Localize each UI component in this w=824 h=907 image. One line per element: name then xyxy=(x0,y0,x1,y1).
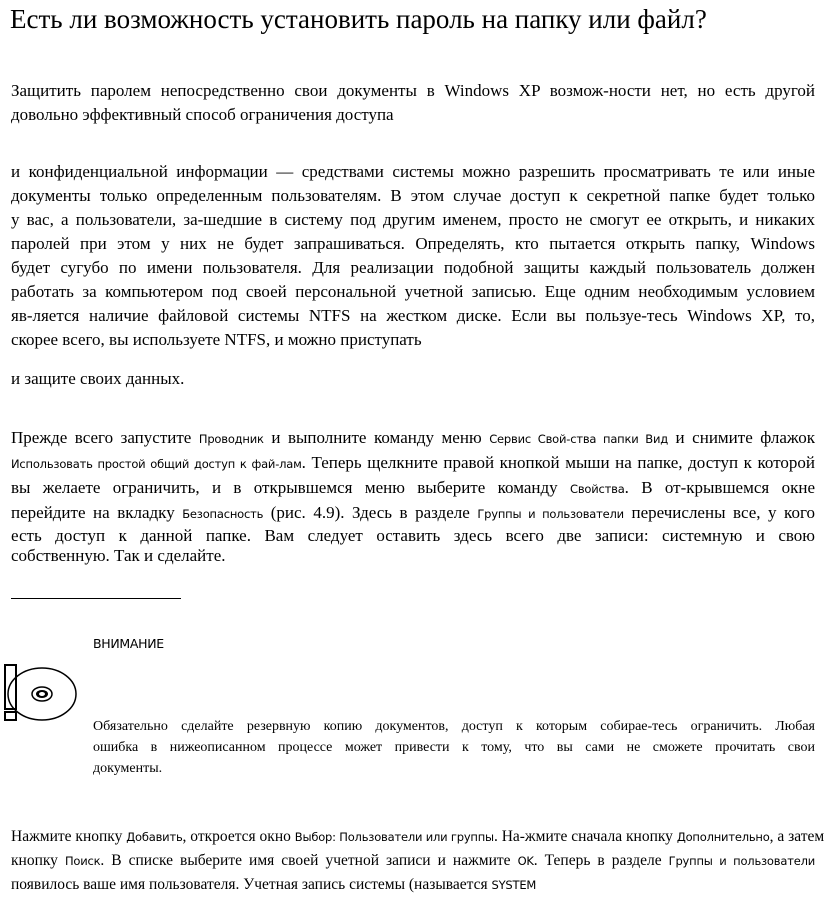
ui-term-advanced: Дополнительно xyxy=(676,830,770,844)
ui-term-menu-path: Сервис Свой-ства папки Вид xyxy=(489,432,668,446)
ui-term-system: SYSTEM xyxy=(491,878,537,892)
text-line: довольно эффективный способ ограничения доступа xyxy=(11,105,394,124)
paragraph-add-user xyxy=(11,825,824,897)
text-line: и защите своих данных. xyxy=(11,369,185,388)
text-line: Обязательно сделайте резервную копию документов, доступ к которым собирае-тесь ограничить. Любая xyxy=(93,719,815,734)
text-line: перейдите на вкладку Безопасность (рис. 4.9). Здесь в разделе Группы и пользователи перечислены все, у кого xyxy=(11,503,815,522)
text-line: будет сугубо по имени пользователя. Для реализации подобной защиты каждый пользователь должен xyxy=(11,258,815,277)
text-line: Нажмите кнопку Добавить, откроется окно Выбор: Пользователи или группы. На-жмите сначала кнопку Дополнительно, а затем xyxy=(11,828,824,845)
text-line: Использовать простой общий доступ к фай-лам. Теперь щелкните правой кнопкой мыши на папке, доступ к которой xyxy=(11,453,816,472)
ui-term-search: Поиск xyxy=(64,854,101,868)
text-line: собственную. Так и сделайте. xyxy=(11,546,226,565)
text-line: скорее всего, вы используете NTFS, и можно приступать xyxy=(11,330,422,349)
paragraph-access-control xyxy=(11,160,815,352)
text-line: паролей при этом у них не будет запрашиваться. Определять, кто пытается открыть папку, Windows xyxy=(11,234,815,253)
ui-term-groups-users: Группы и пользователи xyxy=(477,507,624,521)
text-line: документы. xyxy=(93,761,163,776)
ui-term-security-tab: Безопасность xyxy=(182,507,264,521)
warning-heading: ВНИМАНИЕ xyxy=(93,636,164,651)
ui-term-ok: OK xyxy=(517,854,534,868)
text-line: документы только определенным пользователям. В этом случае доступ к секретной папке будет только xyxy=(11,186,815,205)
ui-term-explorer: Проводник xyxy=(198,432,264,446)
text-line: ошибка в нижеописанном процессе может привести к тому, что вы сами не сможете прочитать свои xyxy=(93,740,815,755)
ui-term-properties: Свойства xyxy=(570,482,625,496)
ui-term-select-users: Выбор: Пользователи или группы xyxy=(294,830,494,844)
ui-term-simple-sharing: Использовать простой общий доступ к фай-лам xyxy=(11,457,302,471)
text-line: есть доступ к данной папке. Вам следует оставить здесь всего две записи: системную и свою xyxy=(11,526,815,545)
text-line: и конфиденциальной информации — средствами системы можно разрешить просматривать те или иные xyxy=(11,162,815,181)
warning-text xyxy=(93,716,815,779)
page-title: Есть ли возможность установить пароль на папку или файл? xyxy=(10,4,707,34)
ui-term-add: Добавить xyxy=(126,830,183,844)
text-line: Защитить паролем непосредственно свои документы в Windows XP возмож-ности нет, но есть другой xyxy=(11,81,815,100)
paragraph-intro xyxy=(11,79,815,127)
text-line: яв-ляется наличие файловой системы NTFS на жестком диске. Если вы пользуе-тесь Windows XP, то, xyxy=(11,306,815,325)
paragraph-protect-data xyxy=(11,367,815,391)
text-line: Прежде всего запустите Проводник и выполните команду меню Сервис Свой-ства папки Вид и снимите флажок xyxy=(11,428,816,447)
text-line: появилось ваше имя пользователя. Учетная запись системы (называется SYSTEM xyxy=(11,876,537,893)
paragraph-instructions xyxy=(11,426,815,566)
text-line: вы желаете ограничить, и в открывшемся меню выберите команду Свойства. В от-крывшемся окне xyxy=(11,478,815,497)
text-line: у вас, а пользователи, за-шедшие в систему под другим именем, просто не смогут ее открыть, и никаких xyxy=(11,210,815,229)
footnote-separator xyxy=(11,598,181,599)
text-line: работать за компьютером под своей персональной учетной записью. Еще одним необходимым условием xyxy=(11,282,815,301)
ui-term-groups-users: Группы и пользователи xyxy=(668,854,815,868)
text-line: кнопку Поиск. В списке выберите имя своей учетной записи и нажмите OK. Теперь в разделе Группы и пользователи xyxy=(11,852,815,869)
warning-disk-icon xyxy=(2,662,80,722)
